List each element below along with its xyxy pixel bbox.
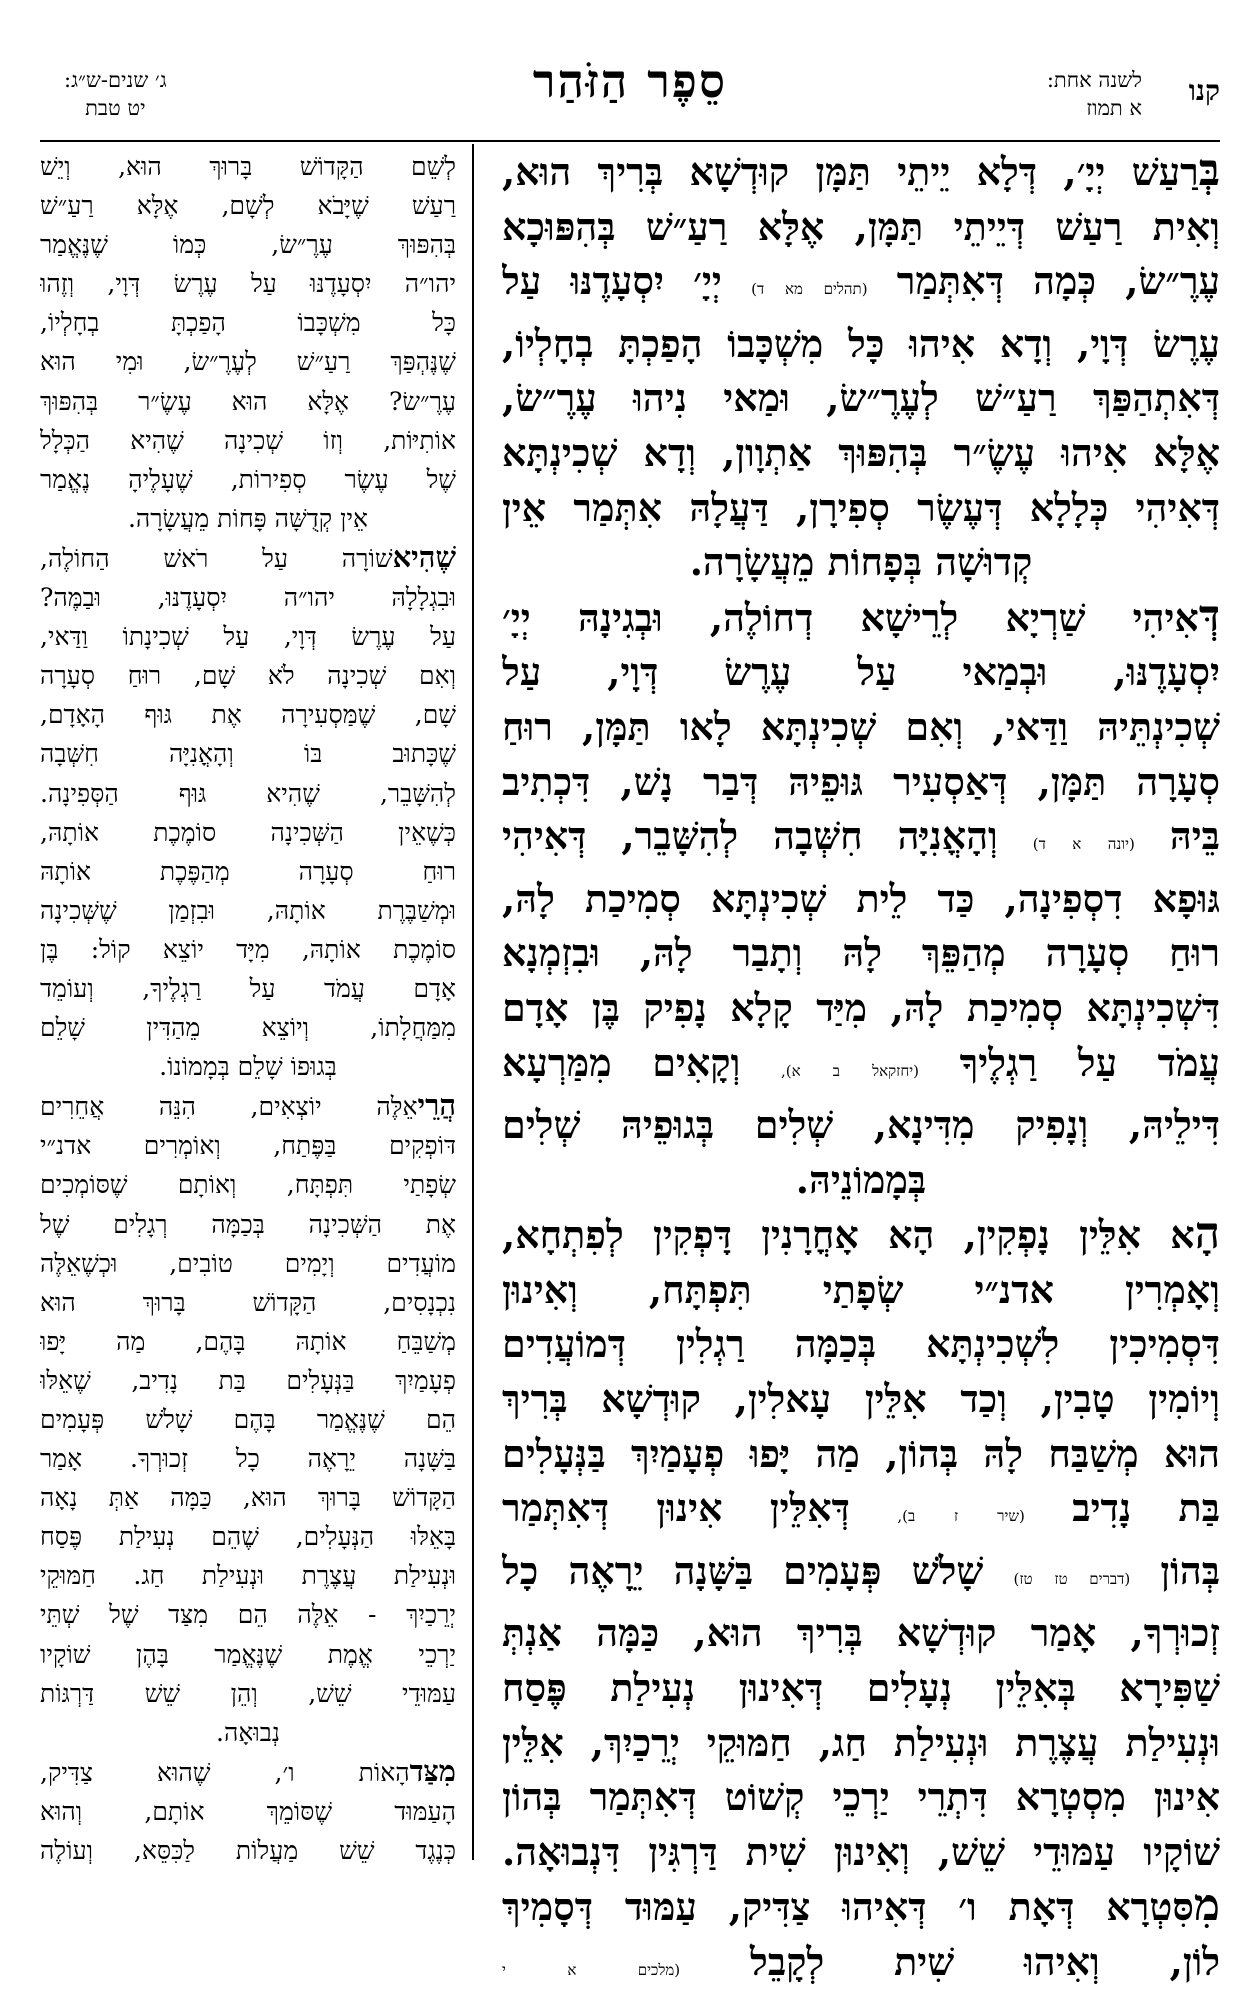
line-text: הַקָּדוֹשׁ בָּרוּךְ הוּא, כַּמָּה אַתְּ נָאָה xyxy=(40,1483,456,1513)
main-text-line xyxy=(502,1427,1220,1482)
page-header xyxy=(40,52,1220,138)
main-aramaic-column xyxy=(502,144,1220,1998)
line-text: דִּשְׁכִינְתָּא סְמִיכַת לָהּ, מִיַּד קָלָא נָפִיק בֶּן אָדָם xyxy=(502,984,1220,1030)
side-text-line xyxy=(40,1556,456,1595)
line-text: רוּחַ סְעָרָה מְהַפֶּכֶת אוֹתָהּ xyxy=(40,856,456,886)
side-text-line xyxy=(40,499,456,538)
line-text: שְׂפָתַי תִּפְתָּח, וְאוֹתָם שֶׁסּוֹמְכִים xyxy=(40,1170,456,1200)
main-text-line xyxy=(502,1207,1220,1263)
line-text: אֶת הַשְּׁכִינָה בְּכַמָּה רְגָלִים שֶׁל xyxy=(40,1209,456,1239)
main-text-line xyxy=(502,1879,1220,1935)
line-text: בְּמָמוֹנֵיהּ. xyxy=(795,1156,927,1202)
paragraph-lead-word: דְּ xyxy=(1198,590,1220,642)
side-text-line xyxy=(40,1517,456,1556)
line-text: אָדָם עֲמֹד עַל רַגְלֶיךָ, וְעוֹמֵד xyxy=(40,973,456,1003)
main-text-line xyxy=(502,1661,1220,1716)
line-text: אוֹתִיּוֹת, וְזוֹ שְׁכִינָה שֶׁהִיא הַכְּלָל xyxy=(40,425,456,455)
main-text-line xyxy=(502,809,1220,872)
side-text-line xyxy=(40,1165,456,1204)
main-text-line xyxy=(502,1263,1220,1318)
side-text-line xyxy=(40,382,456,421)
side-text-line xyxy=(40,1322,456,1361)
side-text-line xyxy=(40,695,456,734)
line-text: קְדוּשָׁה בְּפָחוֹת מֵעֲשָׂרָה. xyxy=(689,539,1033,585)
line-text: שֶׁל עֶשֶׂר סְפִירוֹת, שֶׁעָלֶיהָ נֶאֱמַר xyxy=(40,464,456,494)
line-text: בְּהוֹן xyxy=(1160,1547,1220,1593)
line-text: לְהִשָּׁבֵר, שֶׁהִיא גּוּף הַסְּפִינָה. xyxy=(40,778,456,808)
schedule-label-three-year: ג׳ שנים-ש״ג: xyxy=(64,68,167,92)
main-text-line xyxy=(502,1317,1220,1372)
side-text-line xyxy=(40,1008,456,1047)
side-text-line xyxy=(40,1674,456,1713)
line-text: אִינוּן מִסְטְרָא דִּתְרֵי יַרְכֵי קְשׁוֹט דְּאִתְּמַר בְּהוֹן xyxy=(502,1774,1220,1820)
main-text-line xyxy=(502,317,1220,372)
side-text-line xyxy=(40,1713,456,1752)
side-text-line xyxy=(40,538,456,578)
line-text: אֶלָּא אִיהוּ עֶשֶׂ״ר בְּהִפּוּךְ אַתְוָון, וְדָא שְׁכִינְתָּא xyxy=(502,429,1220,475)
side-text-line xyxy=(40,1400,456,1439)
line-text: לְשֵׁם הַקָּדוֹשׁ בָּרוּךְ הוּא, וְיֵשׁ xyxy=(40,152,456,181)
side-text-line xyxy=(40,891,456,930)
line-text: עֲמֹד עַל רַגְלֶיךָ xyxy=(959,1039,1220,1085)
study-schedule-three-year xyxy=(64,66,167,122)
line-text: סְעָרָה תַּמָּן, דְּאַסְעִיר גּוּפֵיהּ דְּבַר נָשׁ, דִּכְתִיב xyxy=(502,758,1220,804)
side-text-line xyxy=(40,930,456,969)
schedule-date-one-year: א תמוז xyxy=(1086,96,1142,120)
side-text-line xyxy=(40,1831,456,1870)
side-text-line xyxy=(40,617,456,656)
line-text: בָּאֵלּוּ הַנְּעָלִים, שֶׁהֵם נְעִילַת פֶּסַח xyxy=(40,1522,456,1552)
side-text-line xyxy=(40,656,456,695)
paragraph-lead-word: הֲרֵי xyxy=(417,1088,456,1123)
line-text: הֵם שֶׁנֶּאֱמַר בָּהֶם שָׁלֹשׁ פְּעָמִים xyxy=(40,1405,456,1434)
line-text: כְּנֶגֶד שֵׁשׁ מַעֲלוֹת לַכִּסֵּא, וְעוֹלֶה xyxy=(40,1836,456,1866)
side-text-line xyxy=(40,264,456,303)
side-text-line xyxy=(40,1283,456,1322)
line-text: מִמַּחֲלָתוֹ, וְיוֹצֵא מֵהַדִּין שָׁלֵם xyxy=(40,1013,456,1043)
line-text: בְּהִפּוּךְ עֶרֶ״שׂ, כְּמוֹ שֶׁנֶּאֱמַר xyxy=(40,230,456,260)
side-text-line xyxy=(40,225,456,264)
line-text: וּמְשַׁבֶּרֶת אוֹתָהּ, וּבִזְמַן שֶׁשְּׁכִינָה xyxy=(40,895,456,925)
side-text-line xyxy=(40,1439,456,1478)
side-text-line xyxy=(40,734,456,773)
main-text-line xyxy=(502,1935,1220,1998)
main-text-line xyxy=(502,1716,1220,1771)
line-text: שְׁכִינְתֵּיהּ וַדַּאי, וְאִם שְׁכִינְתָּא לָאו תַּמָּן, רוּחַ xyxy=(502,703,1220,749)
scripture-reference: (תהלים מא ד) xyxy=(751,280,868,299)
line-text: וְהָאֳנִיָּה חִשְּׁבָה לְהִשָּׁבֵר, דְּאִיהִי xyxy=(502,813,998,859)
side-text-line xyxy=(40,1752,456,1792)
line-text: כְּשֶׁאֵין הַשְּׁכִינָה סוֹמֶכֶת אוֹתָהּ, xyxy=(40,817,456,847)
main-text-line xyxy=(502,1544,1220,1607)
line-text: יַרְכֵי אֱמֶת שֶׁנֶּאֱמַר בָּהֶן שׁוֹקָיו xyxy=(40,1639,456,1669)
main-text-line xyxy=(502,1153,1220,1208)
column-divider xyxy=(472,144,474,1860)
line-text: יְרֵכַיִךְ - אֵלֶּה הֵם מִצַּד שֶׁל שְׁתֵּי xyxy=(40,1600,456,1630)
side-text-line xyxy=(40,1635,456,1674)
line-text: אֵלֶּה יוֹצְאִים, הִנֵּה אֲחֵרִים xyxy=(40,1092,418,1122)
main-text-line xyxy=(502,981,1220,1036)
line-text: הוּא מְשַׁבַּח לָהּ בְּהוֹן, מַה יָּפוּ פְעָמַיִךְ בַּנְּעָלִים xyxy=(502,1430,1220,1476)
side-text-line xyxy=(40,969,456,1008)
main-text-line xyxy=(502,200,1220,255)
line-text: וְיוֹמִין טָבִין, וְכַד אִלֵּין עָאלִין, קוּדְשָׁא בְּרִיךְ xyxy=(502,1376,1220,1422)
main-text-line xyxy=(502,1481,1220,1544)
line-text: רוּחַ סְעָרָה מְהַפֵּךְ לָהּ וְתָבַר לָהּ, וּבִזְמְנָא xyxy=(502,930,1220,976)
book-title: סֵפֶר הַזֹּהַר xyxy=(532,54,728,108)
line-text: וּבִגְלָלָהּ יהו״ה יִסְעָדֶנּוּ, וּבַמֶּה? xyxy=(40,583,456,613)
main-text-line xyxy=(502,1098,1220,1153)
line-text: דְּאִיהִי כְּלָלָא דְּעֶשֶׂר סְפִירָן, דַּעֲלָהּ אִתְּמַר אֵין xyxy=(502,484,1220,530)
line-text: עַל עֶרֶשׂ דְּוָי, עַל שְׁכִינָתוֹ וַדַּאי, xyxy=(40,622,456,652)
scripture-reference: (דברים טז טז) xyxy=(1013,1569,1131,1588)
line-text: דְּאִתְהַפַּךְ רַעַ״שׁ לְעֶרֶ״שׂ, וּמַאי נִיהוּ עֶרֶ״שׂ, xyxy=(502,375,1220,421)
main-text-line xyxy=(502,645,1220,700)
line-text: דְּאִלֵּין אִינוּן דְּאִתְּמַר xyxy=(502,1485,850,1531)
main-text-line xyxy=(502,535,1220,590)
line-text: וּנְעִילַת עֲצֶרֶת וּנְעִילַת חַג. חַמּוּקֵי xyxy=(40,1561,456,1591)
main-text-line xyxy=(502,1770,1220,1825)
line-text: גּוּפָא דִסְפִינָה, כַּד לֵית שְׁכִינְתָּא סְמִיכַת לָהּ, xyxy=(502,875,1220,921)
line-text: סִּטְרָא דְּאָת ו׳ דְּאִיהוּ צַדִּיק, עַמּוּד דְּסָמִיךְ xyxy=(502,1884,1194,1930)
main-text-line xyxy=(502,590,1220,646)
scripture-reference: (יחזקאל ב א), xyxy=(780,1061,919,1080)
line-text: סוֹמֶכֶת אוֹתָהּ, מִיָּד יוֹצֵא קוֹל: בֶּן xyxy=(40,934,456,964)
line-text: יִסְעָדֶנּוּ, וּבְמַאי עַל עֶרֶשׂ דְּוָי, עַל xyxy=(502,649,1220,695)
line-text: א אִלֵּין נָפְקִין, הָא אָחֳרָנִין דָּפְקִין לְפִתְחָא, xyxy=(502,1212,1195,1258)
paragraph-lead-word: בְּ xyxy=(1198,145,1220,196)
schedule-date-three-year: יט טבת xyxy=(85,96,146,120)
paragraph-lead-word: שֶׁהִיא xyxy=(392,539,456,574)
main-text-line xyxy=(502,1372,1220,1427)
line-text: שָׁלֹשׁ פְּעָמִים בַּשָּׁנָה יֵרָאֶה כָל xyxy=(502,1547,984,1593)
main-text-line xyxy=(502,872,1220,927)
line-text: עֶרֶשׂ דְּוָי, וְדָא אִיהוּ כָּל מִשְׁכָּבוֹ הָפַכְתָּ בְחָלְיוֹ, xyxy=(502,320,1220,366)
line-text: שׁוֹקָיו עַמּוּדֵי שֵׁשׁ, וְאִינוּן שִׁית דַּרְגִּין דִּנְבוּאָה. xyxy=(502,1828,1220,1874)
line-text: רַעַשׁ שֶׁיָּבֹא לְשָׁם, אֶלָּא רַעַ״שׁ xyxy=(40,191,456,221)
paragraph-lead-word: הָ xyxy=(1194,1208,1220,1260)
line-text: יְיָ׳ יִסְעָדֶנּוּ עַל xyxy=(502,258,722,304)
page-number: קנו xyxy=(1188,74,1220,107)
line-text: וּנְעִילַת עֲצֶרֶת וּנְעִילַת חַג, חַמּוּקֵי יְרֵכַיִךְ, אִלֵּין xyxy=(502,1719,1220,1765)
line-text: מְשַׁבֵּחַ אוֹתָהּ בָּהֶם, מַה יָּפוּ xyxy=(40,1326,456,1356)
main-text-line xyxy=(502,254,1220,317)
side-text-line xyxy=(40,1792,456,1831)
side-text-line xyxy=(40,813,456,852)
line-text: דּוֹפְקִים בַּפֶּתַח, וְאוֹמְרִים אדנ״י xyxy=(40,1131,456,1161)
line-text: רַעַשׁ יְיָ׳, דְּלָא יֵיתֵי תַּמָּן קוּדְשָׁא בְּרִיךְ הוּא, xyxy=(502,149,1199,194)
side-text-line xyxy=(40,1361,456,1400)
main-text-line xyxy=(502,481,1220,536)
line-text: יהו״ה יִסְעָדֶנּוּ עַל עֶרֶשׂ דְּוָי, וְזֶהוּ xyxy=(40,269,456,299)
paragraph-lead-word: מִ xyxy=(1193,1880,1220,1932)
side-text-line xyxy=(40,578,456,617)
line-text: בְּגוּפוֹ שָׁלֵם בְּמָמוֹנוֹ. xyxy=(159,1052,337,1082)
line-text: מוֹעֲדִים וְיָמִים טוֹבִים, וּכְשֶׁאֵלֶּה xyxy=(40,1248,456,1278)
main-text-line xyxy=(502,700,1220,755)
line-text: וְאָמְרִין אדנ״י שְׂפָתַי תִּפְתָּח, וְאִינוּן xyxy=(502,1266,1220,1312)
side-text-line xyxy=(40,342,456,381)
side-text-line xyxy=(40,303,456,342)
side-text-line xyxy=(40,1126,456,1165)
line-text: שׁוֹרָה עַל רֹאשׁ הַחוֹלֶה, xyxy=(40,543,393,573)
main-text-line xyxy=(502,1606,1220,1661)
line-text: שֶׁנֶּהְפַּךְ רַעַ״שׁ לְעֶרֶ״שׂ, וּמִי הוּא xyxy=(40,347,456,377)
line-text: עֶרֶ״שׂ, כְּמָה דְּאִתְּמַר xyxy=(896,258,1220,304)
side-text-line xyxy=(40,1595,456,1634)
side-text-line xyxy=(40,1244,456,1283)
line-text: הָעַמּוּד שֶׁסּוֹמֵךְ אוֹתָם, וְהוּא xyxy=(40,1796,456,1826)
line-text: כָּל מִשְׁכָּבוֹ הָפַכְתָּ בְחָלְיוֹ, xyxy=(40,308,456,338)
line-text: עֶרֶ״שׂ? אֶלָּא הוּא עֶשֶׂ״ר בְּהִפּוּךְ xyxy=(40,386,456,416)
scripture-reference: (מלכים א י xyxy=(502,1961,681,1979)
line-text: הָאוֹת ו׳, שֶׁהוּא צַדִּיק, xyxy=(40,1757,410,1787)
main-text-line xyxy=(502,755,1220,810)
line-text: שֶׁכָּתוּב בּוֹ וְהָאֳנִיָּה חִשְּׁבָה xyxy=(40,739,456,769)
side-text-line xyxy=(40,1086,456,1126)
line-text: נִכְנָסִים, הַקָּדוֹשׁ בָּרוּךְ הוּא xyxy=(40,1287,456,1317)
side-text-line xyxy=(40,1205,456,1244)
main-text-line xyxy=(502,1036,1220,1099)
line-text: שַׁפִּירָא בְּאִלֵּין נְעָלִים דְּאִינוּן נְעִילַת פֶּסַח xyxy=(502,1665,1220,1711)
line-text: נְבוּאָה. xyxy=(216,1717,280,1747)
line-text: וְאִם שְׁכִינָה לֹא שָׁם, רוּחַ סְעָרָה xyxy=(40,661,456,691)
line-text: פְעָמַיִךְ בַּנְּעָלִים בַּת נָדִיב, שֶׁאֵלּוּ xyxy=(40,1365,456,1395)
hebrew-translation-column xyxy=(40,147,456,1870)
line-text: זְכוּרְךָ, אָמַר קוּדְשָׁא בְּרִיךְ הוּא, כַּמָּה אַנְתְּ xyxy=(502,1610,1220,1656)
line-text: דִּסְמִיכִין לִשְׁכִינְתָּא בְּכַמָּה רַגְלִין דְּמוֹעֲדִים xyxy=(502,1321,1220,1367)
line-text: וְקָאִים מִמַּרְעָא xyxy=(502,1039,741,1085)
side-text-line xyxy=(40,852,456,891)
line-text: עַמּוּדֵי שֵׁשׁ, וְהֵן שֵׁשׁ דַּרְגּוֹת xyxy=(40,1678,456,1708)
line-text: דִּילֵיהּ, וְנָפִיק מִדִּינָא, שְׁלִים בְּגוּפֵיהּ שְׁלִים xyxy=(502,1102,1220,1148)
side-text-line xyxy=(40,774,456,813)
header-rule xyxy=(40,140,1220,142)
main-text-line xyxy=(502,144,1220,200)
schedule-label-one-year: לשנה אחת: xyxy=(1046,68,1142,92)
line-text: בַּשָּׁנָה יֵרָאֶה כָל זְכוּרְךָ. אָמַר xyxy=(40,1444,456,1474)
paragraph-lead-word: מִצַּד xyxy=(409,1753,456,1788)
line-text: אֵין קְדֻשָּׁה פָּחוֹת מֵעֲשָׂרָה. xyxy=(127,503,369,533)
main-text-line xyxy=(502,926,1220,981)
side-text-line xyxy=(40,421,456,460)
line-text: וְאִית רַעַשׁ דְּיֵיתֵי תַּמָּן, אֶלָּא רַעַ״שׁ בְּהִפּוּכָא xyxy=(502,203,1220,249)
main-text-line xyxy=(502,426,1220,481)
main-text-line xyxy=(502,371,1220,426)
line-text: בֵּיהּ xyxy=(1169,813,1220,859)
scripture-reference: (יונה א ד) xyxy=(1032,835,1135,854)
line-text: אִיהִי שַׁרְיָא לְרֵישָׁא דְחוֹלֶה, וּבְגִינָהּ יְיָ׳ xyxy=(502,594,1199,640)
side-text-line xyxy=(40,147,456,186)
side-text-line xyxy=(40,1047,456,1086)
line-text: בַּת נָדִיב xyxy=(1072,1485,1220,1531)
side-text-line xyxy=(40,186,456,225)
line-text: לוֹן, וְאִיהוּ שִׁית לְקָבֵל xyxy=(750,1939,1220,1984)
scripture-reference: (שיר ז ב), xyxy=(897,1507,1025,1526)
line-text: שָׁם, שֶׁמַּסְעִירָה אֶת גּוּף הָאָדָם, xyxy=(40,700,456,730)
main-text-line xyxy=(502,1825,1220,1880)
side-text-line xyxy=(40,460,456,499)
side-text-line xyxy=(40,1478,456,1517)
